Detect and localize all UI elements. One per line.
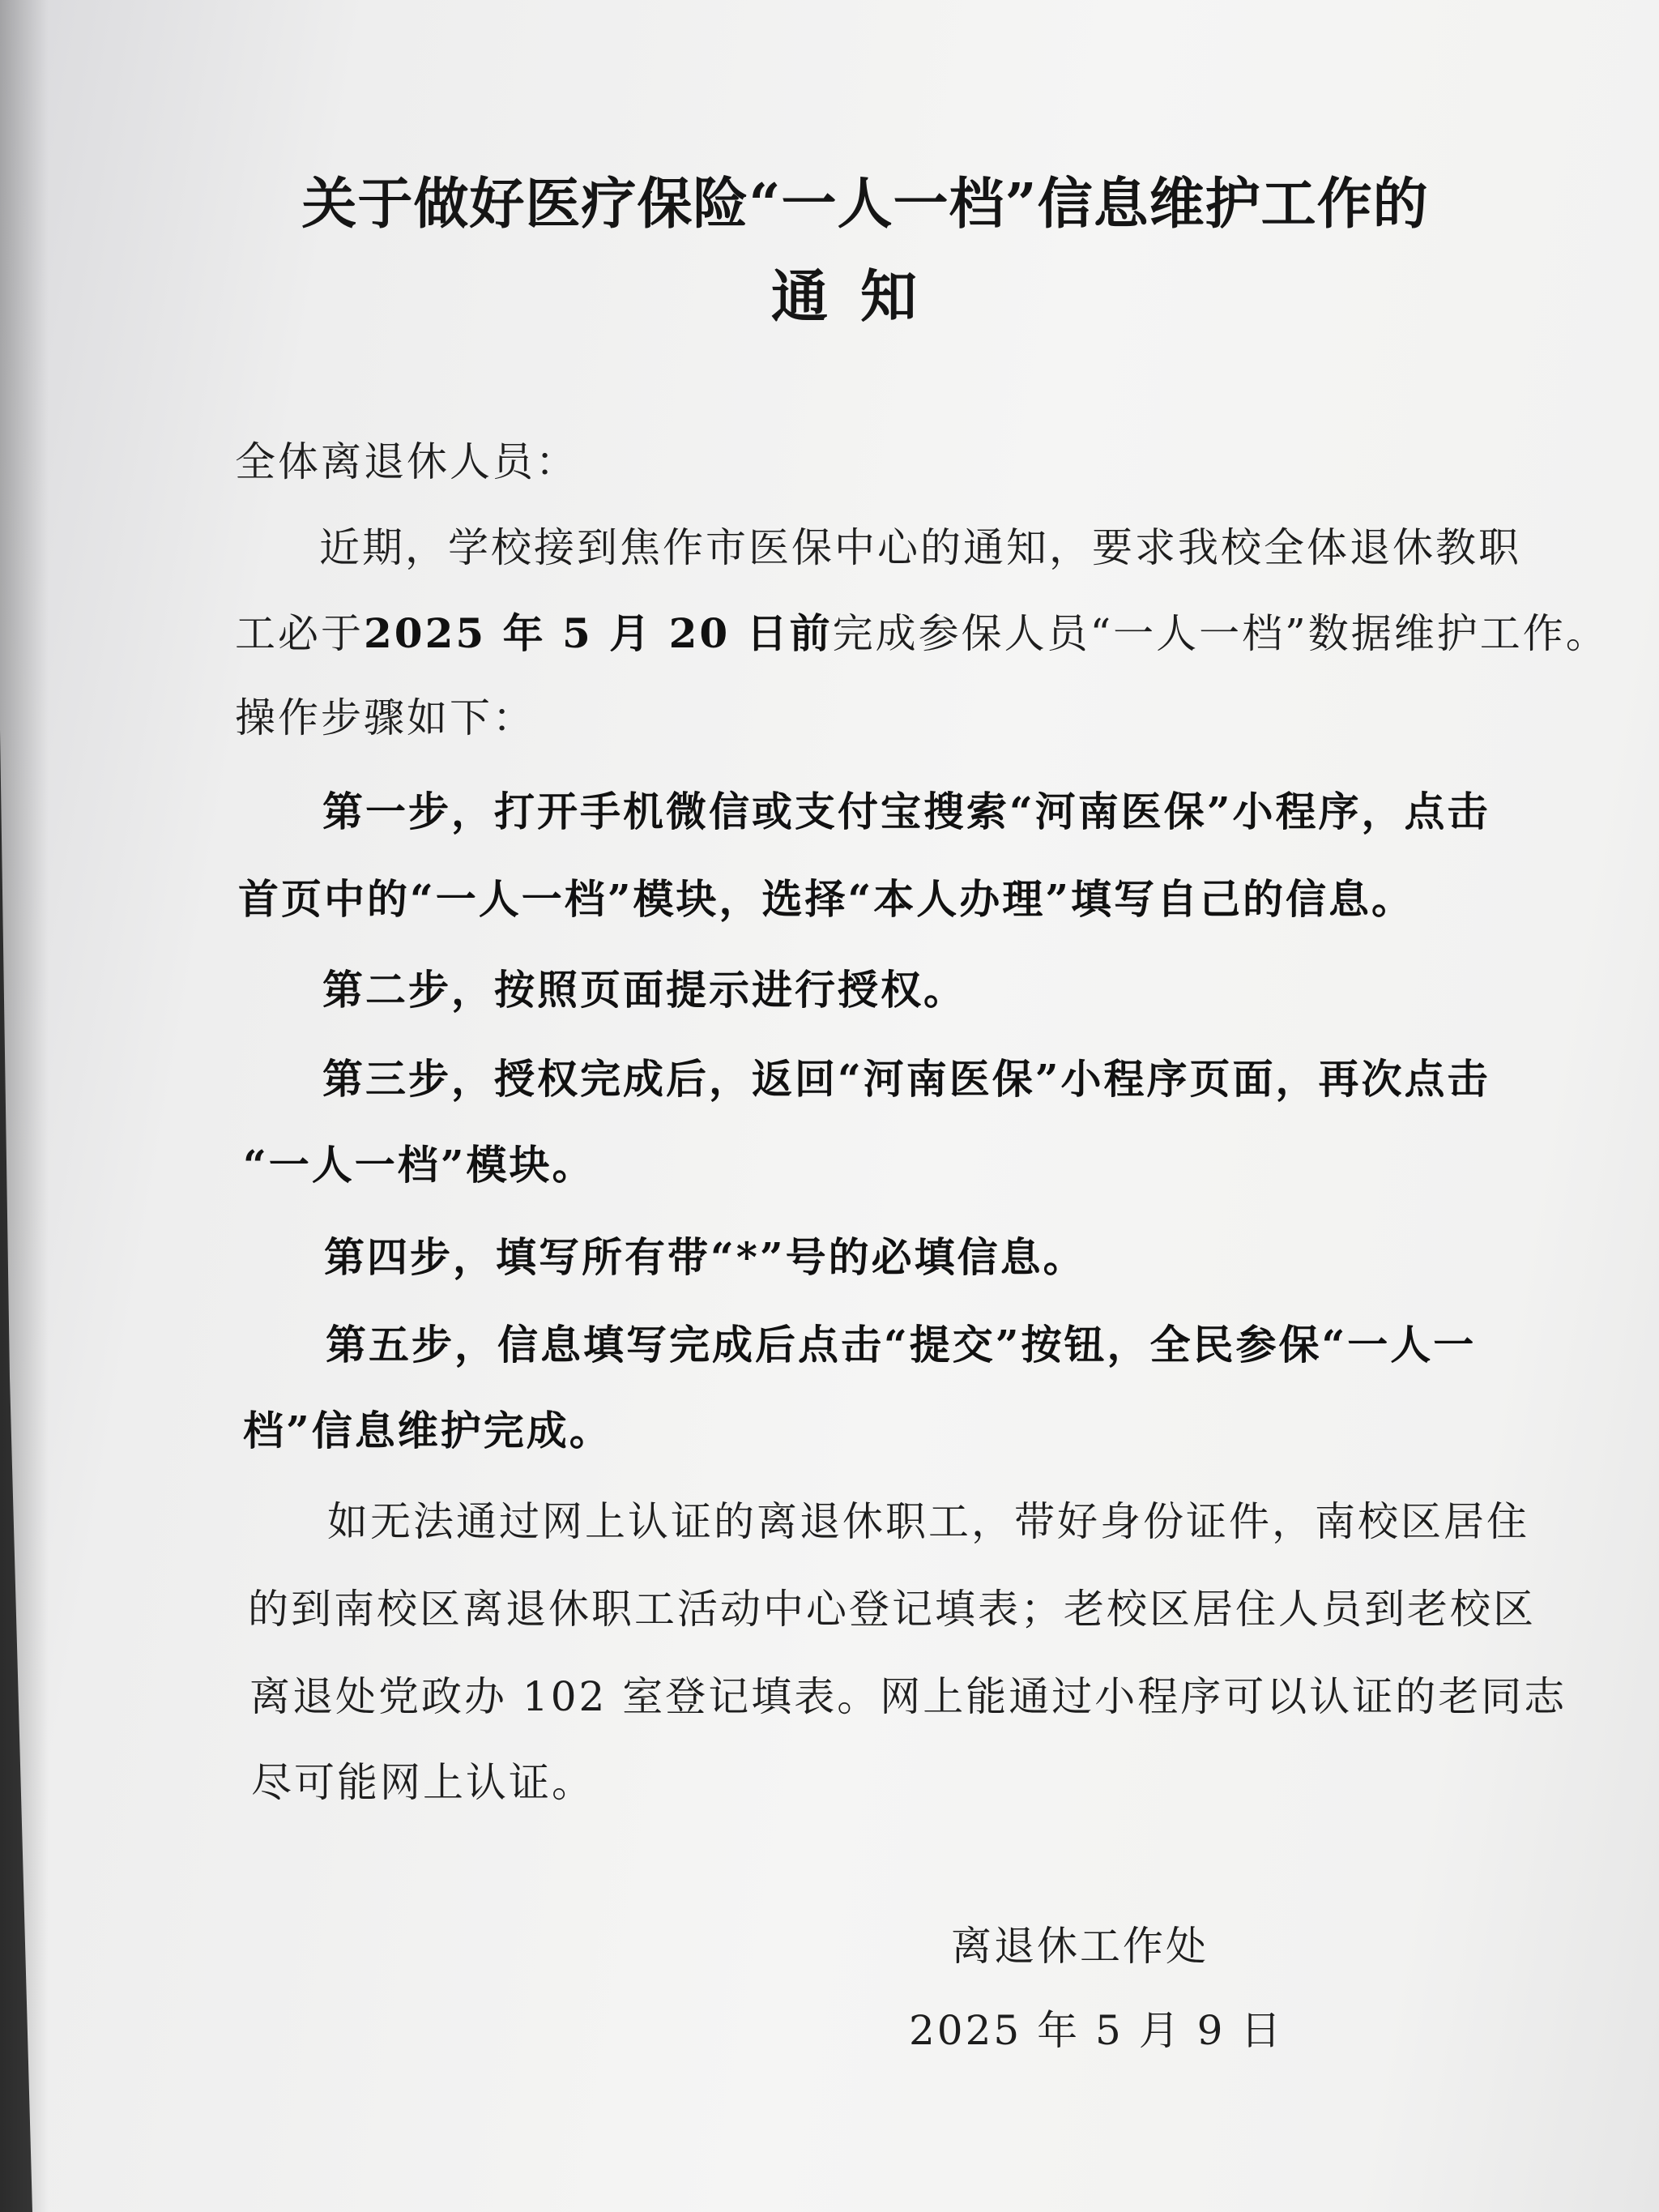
deadline-date: 2025 年 5 月 20 日前 — [364, 609, 833, 657]
step-2: 第二步，按照页面提示进行授权。 — [322, 966, 966, 1014]
step-1-line-2: 首页中的“一人一档”模块，选择“本人办理”填写自己的信息。 — [238, 875, 1415, 923]
intro-line-1: 近期，学校接到焦作市医保中心的通知，要求我校全体退休教职 — [319, 524, 1521, 571]
note-line-4: 尽可能网上认证。 — [251, 1759, 595, 1806]
step-5-line-2: 档”信息维护完成。 — [243, 1407, 612, 1454]
note-line-3: 离退处党政办 102 室登记填表。网上能通过小程序可以认证的老同志 — [249, 1673, 1567, 1720]
note-line-1: 如无法通过网上认证的离退休职工，带好身份证件，南校区居住 — [327, 1498, 1529, 1545]
step-3-line-2: “一人一档”模块。 — [243, 1141, 595, 1189]
intro-line-3: 操作步骤如下： — [235, 694, 535, 741]
intro-line-2 — [235, 601, 1609, 660]
step-5-line-1: 第五步，信息填写完成后点击“提交”按钮，全民参保“一人一 — [326, 1321, 1477, 1369]
signature-date: 2025 年 5 月 9 日 — [909, 2007, 1284, 2054]
step-4: 第四步，填写所有带“*”号的必填信息。 — [324, 1233, 1086, 1281]
notice-title-suffix: 通知 — [771, 263, 949, 330]
signature-department: 离退休工作处 — [951, 1923, 1209, 1970]
salutation: 全体离退休人员： — [235, 438, 578, 485]
note-line-2: 的到南校区离退休职工活动中心登记填表；老校区居住人员到老校区 — [248, 1586, 1536, 1633]
notice-title: 关于做好医疗保险“一人一档”信息维护工作的 — [301, 172, 1429, 237]
step-1-line-1: 第一步，打开手机微信或支付宝搜索“河南医保”小程序，点击 — [322, 788, 1491, 835]
intro-line-2-prefix: 工必于 — [235, 610, 364, 657]
step-3-line-1: 第三步，授权完成后，返回“河南医保”小程序页面，再次点击 — [322, 1055, 1491, 1103]
intro-line-2-suffix: 完成参保人员“一人一档”数据维护工作。 — [832, 610, 1609, 657]
